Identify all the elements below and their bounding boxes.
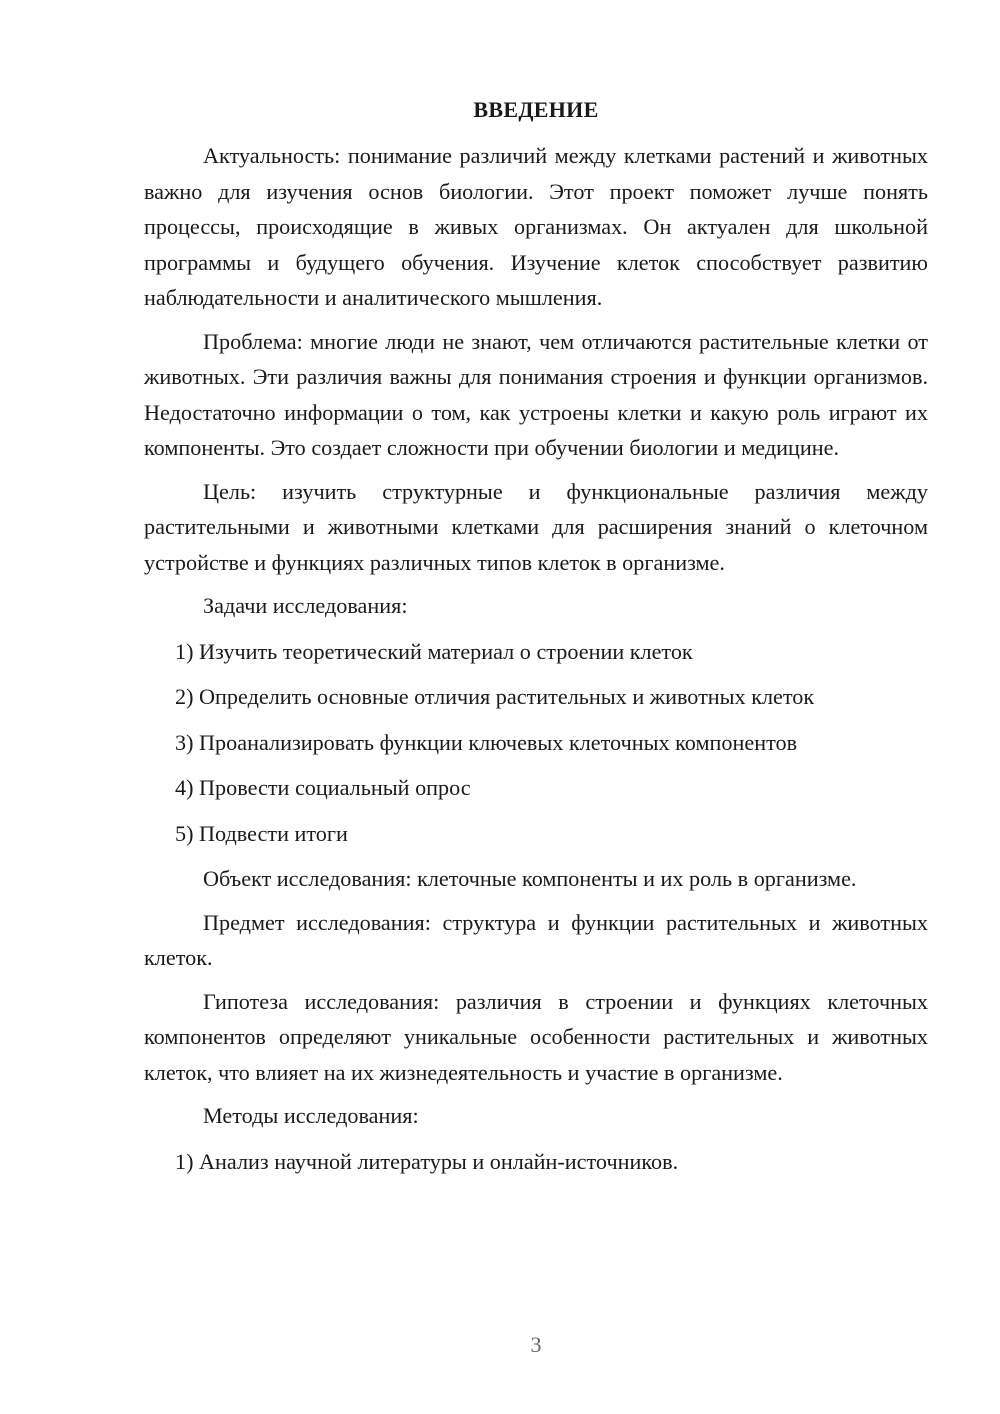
tasks-title: Задачи исследования: [203, 593, 408, 618]
document-page [144, 92, 928, 1189]
tasks-list [144, 634, 928, 852]
page-number: 3 [530, 1332, 542, 1357]
relevance-paragraph: Актуальность: понимание различий между клетками растений и животных важно для изучения основ биологии. Этот проект поможет лучше понять процессы, происходящие в живых организмах. Он актуален для школьной программы и будущего обучения. Изучение клеток способствует развитию наблюдательности и аналитического мышления. [144, 143, 928, 310]
list-item: 2) Определить основные отличия растительных и животных клеток [175, 684, 815, 709]
problem-paragraph: Проблема: многие люди не знают, чем отличаются растительные клетки от животных. Эти различия важны для понимания строения и функции организмов. Недостаточно информации о том, как устроены клетки и какую роль играют их компоненты. Это создает сложности при обучении биологии и медицине. [144, 328, 928, 460]
list-item: 1) Анализ научной литературы и онлайн-источников. [175, 1148, 679, 1174]
methods-list [144, 1144, 928, 1180]
hypothesis-paragraph: Гипотеза исследования: различия в строении и функциях клеточных компонентов определяют уникальные особенности растительных и животных клеток, что влияет на их жизнедеятельность и участие в организме. [144, 988, 928, 1085]
list-item: 4) Провести социальный опрос [175, 775, 471, 800]
goal-paragraph: Цель: изучить структурные и функциональные различия между растительными и животными клетками для расширения знаний о клеточном устройстве и функциях различных типов клеток в организме. [144, 478, 928, 575]
methods-title: Методы исследования: [203, 1103, 419, 1128]
list-item: 5) Подвести итоги [175, 820, 348, 846]
list-item: 1) Изучить теоретический материал о строении клеток [175, 638, 693, 664]
section-heading: ВВЕДЕНИЕ [473, 97, 599, 122]
subject-paragraph: Предмет исследования: структура и функции растительных и животных клеток. [144, 909, 928, 970]
object-paragraph: Объект исследования: клеточные компоненты и их роль в организме. [203, 866, 857, 891]
list-item: 3) Проанализировать функции ключевых клеточных компонентов [175, 729, 798, 755]
